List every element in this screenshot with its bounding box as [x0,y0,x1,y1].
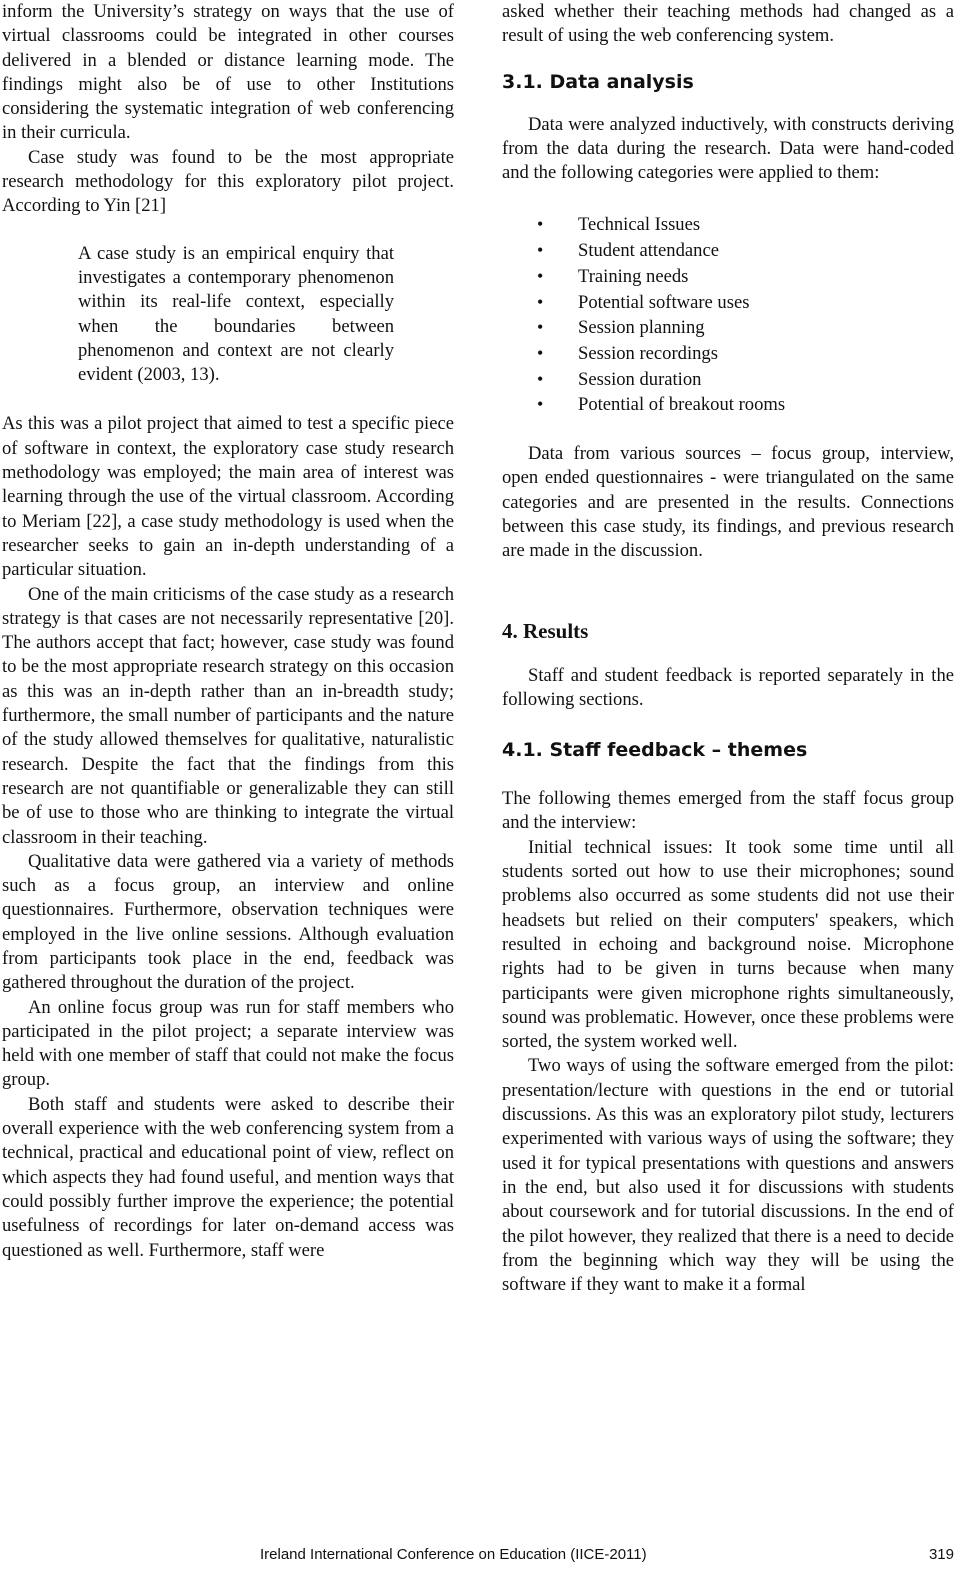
left-column [2,0,454,1263]
paragraph: Qualitative data were gathered via a variety of methods such as a focus group, an interview and online questionnaires. Furthermore, observation techniques were employed in the live online sessions. Although evaluation from participants took place in the end, feedback was gathered throughout the duration of the project. [2,850,454,994]
paragraph: One of the main criticisms of the case study as a research strategy is that cases are not necessarily representative [20]. The authors accept that fact; however, case study was found to be the most appropriate research strategy on this occasion as this was an in-depth rather than an in-breadth study; furthermore, the small number of participants and the nature of the study allowed themselves for qualitative, naturalistic research. Despite the fact that the findings from this research are not quantifiable or generalizable they can still be of use to those who are thinking to integrate the virtual classroom in their teaching. [2,583,454,848]
list-item: • Training needs [537,264,954,290]
section-heading-staff-feedback: 4.1. Staff feedback – themes [502,739,808,762]
paragraph: An online focus group was run for staff members who participated in the pilot project; a separate interview was held with one member of staff that could not make the focus group. [2,996,454,1091]
paragraph: Data were analyzed inductively, with constructs deriving from the data during the research. Data were hand-coded and the following categories were applied to them: [502,113,954,184]
list-item: • Technical Issues [537,212,954,238]
paragraph: Initial technical issues: It took some time until all students sorted out how to use their microphones; sound problems also occurred as some students did not use their headsets but relied on their computers' speakers, which resulted in echoing and background noise. Microphone rights had to be given in turns because when many participants were given microphone rights simultaneously, sound was problematic. However, once these problems were sorted, the system worked well. [502,836,954,1053]
list-item: • Potential of breakout rooms [537,392,954,418]
block-quote [78,242,394,388]
paragraph: As this was a pilot project that aimed to test a specific piece of software in context, the exploratory case study research methodology was employed; the main area of interest was learning through the use of the virtual classroom. According to Meriam [22], a case study methodology is used when the researcher seeks to gain an in-depth understanding of a particular situation. [2,413,454,581]
list-item: • Session recordings [537,341,954,367]
list-item: • Potential software uses [537,290,954,316]
paragraph: Data from various sources – focus group, interview, open ended questionnaires - were triangulated on the same categories and are presented in the results. Connections between this case study, its findings, and previous research are made in the discussion. [502,443,954,562]
list-item: • Session duration [537,367,954,393]
page-footer [0,1544,960,1568]
paragraph: Both staff and students were asked to describe their overall experience with the web conferencing system from a technical, practical and educational point of view, reflect on which aspects they had found useful, and mention ways that could possibly further improve the experience; the potential usefulness of recordings for later on-demand access was questioned as well. Furthermore, staff were [2,1093,454,1261]
paragraph: Staff and student feedback is reported separately in the following sections. [502,664,954,710]
section-heading-results: 4. Results [502,618,589,643]
right-column [502,0,954,1297]
quote-text: A case study is an empirical enquiry that investigates a contemporary phenomenon within its real-life context, especially when the boundaries between phenomenon and context are not clearly evident (2003, 13). [78,242,394,386]
paragraph: The following themes emerged from the staff focus group and the interview: [502,788,954,834]
paragraph: Two ways of using the software emerged from the pilot: presentation/lecture with questions in the end or tutorial discussions. As this was an exploratory pilot study, lecturers experimented with various ways of using the software; they used it for typical presentations with questions and answers in the end, but also used it for discussions with students about coursework and for tutorial discussions. In the end of the pilot however, they realized that there is a need to decide from the beginning which way they will be using the software if they want to make it a formal [502,1055,954,1296]
list-item: • Session planning [537,315,954,341]
list-item: • Student attendance [537,238,954,264]
conference-name: Ireland International Conference on Education (IICE-2011) [260,1546,647,1563]
paragraph: inform the University’s strategy on ways that the use of virtual classrooms could be integrated in other courses delivered in a blended or distance learning mode. The findings might also be of use to other Institutions considering the systematic integration of web conferencing in their curricula. [2,1,454,144]
paragraph: asked whether their teaching methods had changed as a result of using the web conferencing system. [502,1,954,47]
paragraph: Case study was found to be the most appropriate research methodology for this exploratory pilot project. According to Yin [21] [2,146,454,217]
page-number: 319 [928,1546,954,1563]
category-list [502,212,954,418]
section-heading-data-analysis: 3.1. Data analysis [502,70,694,93]
